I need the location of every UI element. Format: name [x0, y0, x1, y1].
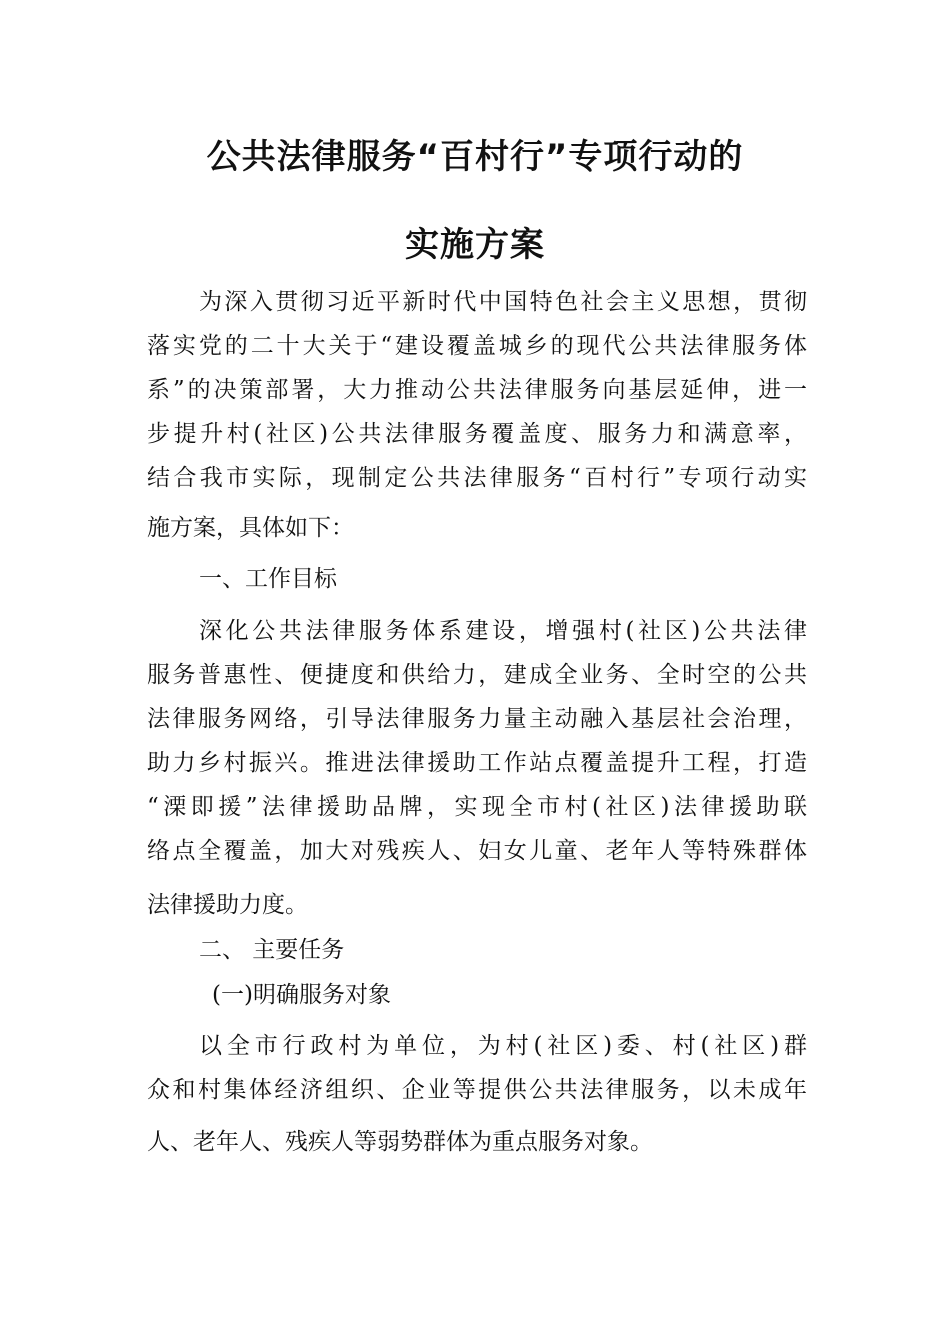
section1-line-4: 助力乡村振兴。推进法律援助工作站点覆盖提升工程，打造 — [147, 750, 807, 776]
section1-line-1: 深化公共法律服务体系建设，增强村(社区)公共法律 — [199, 618, 807, 644]
subsection-heading-service-targets: (一)明确服务对象 — [212, 982, 391, 1008]
subsection1-line-2: 众和村集体经济组织、企业等提供公共法律服务，以未成年 — [147, 1077, 807, 1103]
section1-line-7: 法律援助力度。 — [147, 892, 308, 918]
subsection1-line-3: 人、老年人、残疾人等弱势群体为重点服务对象。 — [147, 1129, 653, 1155]
intro-line-1: 为深入贯彻习近平新时代中国特色社会主义思想，贯彻 — [199, 289, 807, 315]
section1-line-6: 络点全覆盖，加大对残疾人、妇女儿童、老年人等特殊群体 — [147, 838, 807, 864]
intro-line-4: 步提升村(社区)公共法律服务覆盖度、服务力和满意率， — [147, 421, 807, 447]
intro-line-6: 施方案，具体如下： — [147, 515, 354, 541]
intro-line-2: 落实党的二十大关于“建设覆盖城乡的现代公共法律服务体 — [147, 333, 807, 359]
intro-line-5: 结合我市实际，现制定公共法律服务“百村行”专项行动实 — [147, 465, 807, 491]
section1-line-2: 服务普惠性、便捷度和供给力，建成全业务、全时空的公共 — [147, 662, 807, 688]
section1-line-3: 法律服务网络，引导法律服务力量主动融入基层社会治理， — [147, 706, 807, 732]
section1-line-5: “溧即援”法律援助品牌，实现全市村(社区)法律援助联 — [147, 794, 807, 820]
section-heading-work-goals: 一、工作目标 — [199, 566, 337, 592]
subsection1-paragraph — [147, 1024, 807, 1164]
intro-line-3: 系”的决策部署，大力推动公共法律服务向基层延伸，进一 — [147, 377, 807, 403]
intro-paragraph — [147, 280, 807, 550]
section-heading-main-tasks: 二、 主要任务 — [199, 937, 345, 963]
document-title-line-1: 公共法律服务“百村行”专项行动的 — [206, 137, 744, 177]
section1-paragraph — [147, 609, 807, 927]
subsection1-line-1: 以全市行政村为单位，为村(社区)委、村(社区)群 — [199, 1033, 807, 1059]
document-title-line-2: 实施方案 — [405, 225, 545, 265]
